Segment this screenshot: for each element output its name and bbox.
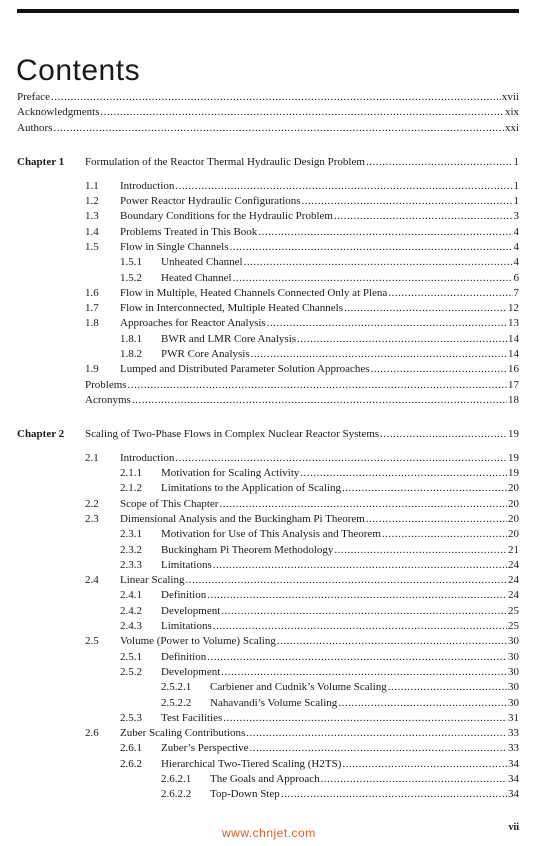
page-number: 30 [508, 681, 519, 694]
entry-label: Lumped and Distributed Parameter Solution Approaches [120, 363, 370, 376]
section-number: 2.4.3 [120, 620, 142, 632]
page-number: 34 [508, 773, 519, 785]
toc-entry[interactable] [85, 210, 519, 223]
dot-leader [221, 666, 507, 679]
section-number: 2.3.3 [120, 558, 142, 571]
dot-leader [175, 180, 512, 193]
section-number: 2.4.1 [120, 589, 142, 602]
entry-label: The Goals and Approach [210, 773, 320, 785]
section-number: 2.3.1 [120, 528, 142, 541]
entry-label: Motivation for Scaling Activity [161, 467, 300, 479]
dot-leader [185, 574, 507, 587]
entry-label: Buckingham Pi Theorem Methodology [161, 543, 334, 556]
toc-entry[interactable] [120, 467, 519, 480]
entry-label: Power Reactor Hydraulic Configurations [120, 195, 301, 207]
dot-leader [371, 363, 507, 376]
dot-leader [219, 498, 507, 511]
section-number: 1.5.1 [120, 256, 142, 269]
toc-entry[interactable] [85, 451, 519, 465]
entry-label: Dimensional Analysis and the Buckingham Pi Theorem [120, 512, 365, 525]
dot-leader [342, 758, 507, 771]
top-rule [17, 9, 519, 13]
dot-leader [251, 348, 507, 361]
dot-leader [233, 272, 513, 285]
dot-leader [207, 589, 507, 602]
dot-leader [334, 544, 507, 557]
entry-label: Motivation for Use of This Analysis and Theorem [161, 528, 381, 541]
dot-leader [297, 333, 507, 346]
toc-entry[interactable] [85, 394, 519, 407]
dot-leader [175, 452, 507, 465]
toc-entry[interactable] [85, 225, 519, 239]
dot-leader [229, 241, 512, 254]
section-number: 2.6 [85, 727, 99, 740]
section-number: 2.6.2.1 [161, 773, 192, 785]
page-number: 14 [508, 348, 519, 360]
page-number: 20 [508, 497, 519, 510]
section-number: 2.5 [85, 635, 99, 648]
page-number: 20 [508, 528, 519, 541]
page-number: 4 [513, 256, 519, 269]
page-number: xvii [501, 91, 519, 103]
section-number: 2.1.1 [120, 467, 142, 479]
section-number: 1.4 [85, 225, 99, 238]
dot-leader [338, 697, 507, 710]
entry-label: Authors [17, 121, 53, 134]
dot-leader [334, 210, 513, 223]
section-number: 2.4 [85, 574, 99, 587]
section-number: 1.8.1 [120, 332, 142, 345]
entry-label: Zuber’s Perspective [161, 742, 249, 755]
dot-leader [53, 122, 503, 135]
dot-leader [213, 620, 507, 633]
section-number: 1.5 [85, 240, 99, 253]
dot-leader [277, 635, 507, 648]
dot-leader [300, 467, 507, 480]
entry-label: Problems Treated in This Book [120, 225, 258, 238]
section-number: 2.6.2 [120, 757, 142, 770]
toc-entry[interactable] [85, 286, 519, 300]
page-number: 1 [513, 195, 519, 207]
section-number: 1.6 [85, 286, 99, 299]
page-number: 30 [508, 696, 519, 709]
section-number: 2.3.2 [120, 543, 142, 556]
dot-leader [249, 742, 507, 755]
toc-entry[interactable] [120, 589, 519, 602]
page-number: 1 [513, 156, 519, 168]
entry-label: Test Facilities [161, 711, 223, 724]
dot-leader [100, 106, 503, 119]
page-number: 7 [513, 286, 519, 299]
toc-entry[interactable] [120, 650, 519, 664]
dot-leader [344, 302, 507, 315]
toc-entry[interactable] [85, 497, 519, 511]
toc-entry[interactable] [85, 363, 519, 376]
toc-entry[interactable] [161, 773, 519, 786]
page-number: xxi [504, 121, 519, 134]
entry-label: Acknowledgments [17, 106, 100, 119]
entry-label: Scope of This Chapter [120, 497, 219, 510]
dot-leader [366, 156, 513, 169]
entry-label: Carbiener and Cudnik’s Volume Scaling [210, 681, 387, 694]
dot-leader [51, 91, 501, 104]
page-number: 33 [508, 727, 519, 740]
toc-entry[interactable] [85, 727, 519, 740]
entry-label: Scaling of Two-Phase Flows in Complex Nuclear Reactor Systems [85, 428, 380, 440]
page-number: 20 [508, 512, 519, 525]
toc-entry[interactable] [120, 757, 519, 771]
section-number: 1.5.2 [120, 271, 142, 284]
dot-leader [382, 528, 507, 541]
toc-entry[interactable] [120, 348, 519, 361]
section-number: 1.2 [85, 195, 99, 207]
toc-entry[interactable] [120, 742, 519, 755]
page-number: 30 [508, 635, 519, 648]
toc-entry[interactable] [120, 711, 519, 725]
toc-entry[interactable] [161, 696, 519, 710]
toc-entry[interactable] [161, 681, 519, 694]
toc-entry-chapter[interactable] [85, 156, 519, 169]
section-number: 1.8.2 [120, 348, 142, 360]
page-number: 19 [508, 467, 519, 479]
page-folio: vii [508, 822, 519, 833]
toc-entry[interactable] [120, 271, 519, 285]
toc-entry[interactable] [85, 195, 519, 208]
toc-entry[interactable] [85, 635, 519, 648]
dot-leader [132, 394, 507, 407]
entry-label: Limitations [161, 558, 212, 571]
section-number: 1.1 [85, 179, 99, 192]
entry-label: Volume (Power to Volume) Scaling [120, 635, 276, 648]
dot-leader [366, 513, 507, 526]
toc-entry[interactable] [85, 379, 519, 392]
entry-label: Unheated Channel [161, 256, 243, 269]
entry-label: Flow in Single Channels [120, 240, 229, 253]
page-number: 31 [508, 711, 519, 724]
dot-leader [388, 681, 507, 694]
dot-leader [267, 317, 507, 330]
section-number: 1.3 [85, 210, 99, 223]
toc-entry[interactable] [120, 604, 519, 618]
entry-label: Flow in Multiple, Heated Channels Connected Only at Plena [120, 286, 388, 299]
entry-label: Zuber Scaling Contributions [120, 727, 246, 740]
page-number: 19 [508, 428, 519, 440]
dot-leader [244, 256, 513, 269]
dot-leader [281, 788, 507, 801]
toc-entry[interactable] [120, 665, 519, 679]
entry-label: BWR and LMR Core Analysis [161, 332, 297, 345]
chapter-label: Chapter 1 [17, 156, 65, 168]
section-number: 1.8 [85, 317, 99, 330]
dot-leader [321, 773, 507, 786]
page-number: 1 [513, 179, 519, 192]
toc-entry[interactable] [120, 558, 519, 572]
watermark: www.chnjet.com [222, 826, 316, 840]
page-number: 25 [508, 620, 519, 632]
page-number: 24 [508, 574, 519, 587]
entry-label: Formulation of the Reactor Thermal Hydraulic Design Problem [85, 156, 365, 168]
page-number: 3 [513, 210, 519, 223]
entry-label: Flow in Interconnected, Multiple Heated Channels [120, 302, 343, 315]
page-number: 20 [508, 482, 519, 495]
entry-label: Definition [161, 589, 207, 602]
toc-entry[interactable] [161, 788, 519, 801]
section-number: 2.5.2.2 [161, 696, 192, 709]
entry-label: Acronyms [85, 393, 131, 406]
page-number: 33 [508, 742, 519, 755]
dot-leader [388, 287, 512, 300]
page-number: 6 [513, 271, 519, 284]
page-number: 4 [513, 225, 519, 238]
toc-entry-front[interactable] [17, 91, 519, 104]
page-number: 30 [508, 650, 519, 663]
toc-entry-chapter[interactable] [85, 428, 519, 441]
dot-leader [246, 727, 507, 740]
toc-entry[interactable] [120, 332, 519, 346]
entry-label: Limitations [161, 620, 212, 632]
page-number: 4 [513, 240, 519, 253]
dot-leader [207, 651, 507, 664]
toc-entry[interactable] [120, 256, 519, 269]
dot-leader [258, 226, 512, 239]
section-number: 1.9 [85, 363, 99, 376]
section-number: 1.7 [85, 302, 99, 315]
entry-label: Introduction [120, 179, 175, 192]
entry-label: Problems [85, 378, 127, 391]
toc-entry[interactable] [85, 302, 519, 315]
toc-entry[interactable] [85, 179, 519, 193]
toc-entry[interactable] [120, 543, 519, 557]
entry-label: Linear Scaling [120, 574, 185, 587]
entry-label: PWR Core Analysis [161, 348, 250, 360]
page-number: 34 [508, 757, 519, 770]
entry-label: Development [161, 665, 221, 678]
toc-entry[interactable] [85, 574, 519, 587]
section-number: 2.5.1 [120, 650, 142, 663]
page-number: 24 [508, 558, 519, 571]
page-number: xix [504, 106, 519, 119]
dot-leader [221, 605, 507, 618]
toc-entry[interactable] [120, 482, 519, 495]
toc-entry-front[interactable] [17, 122, 519, 135]
page-number: 19 [508, 451, 519, 464]
page-number: 18 [508, 393, 519, 406]
section-number: 2.5.3 [120, 711, 142, 724]
page-number: 25 [508, 604, 519, 617]
page-number: 21 [508, 543, 519, 556]
page-number: 17 [508, 378, 519, 391]
dot-leader [128, 379, 507, 392]
entry-label: Preface [17, 91, 50, 103]
section-number: 2.6.1 [120, 742, 142, 755]
section-number: 2.3 [85, 512, 99, 525]
toc-entry[interactable] [85, 240, 519, 254]
toc-entry[interactable] [85, 317, 519, 330]
entry-label: Approaches for Reactor Analysis [120, 317, 266, 330]
dot-leader [380, 428, 507, 441]
section-number: 2.4.2 [120, 604, 142, 617]
toc-entry-front[interactable] [17, 106, 519, 119]
entry-label: Development [161, 604, 221, 617]
toc-entry[interactable] [85, 512, 519, 526]
page-number: 24 [508, 589, 519, 602]
page-number: 12 [508, 302, 519, 315]
section-number: 2.6.2.2 [161, 788, 192, 801]
page-number: 30 [508, 665, 519, 678]
toc-entry[interactable] [120, 620, 519, 633]
dot-leader [302, 195, 513, 208]
entry-label: Boundary Conditions for the Hydraulic Problem [120, 210, 333, 223]
entry-label: Heated Channel [161, 271, 232, 284]
entry-label: Introduction [120, 451, 175, 464]
page-number: 16 [508, 363, 519, 376]
entry-label: Limitations to the Application of Scaling [161, 482, 341, 495]
page-number: 13 [508, 317, 519, 330]
section-number: 2.2 [85, 497, 99, 510]
chapter-label: Chapter 2 [17, 428, 65, 440]
entry-label: Nahavandi’s Volume Scaling [210, 696, 338, 709]
dot-leader [342, 482, 507, 495]
dot-leader [213, 559, 507, 572]
toc-entry[interactable] [120, 528, 519, 541]
page-number: 34 [508, 788, 519, 801]
page-title: Contents [16, 54, 141, 88]
page-number: 14 [508, 332, 519, 345]
section-number: 2.1 [85, 451, 99, 464]
entry-label: Definition [161, 650, 207, 663]
section-number: 2.5.2.1 [161, 681, 192, 694]
dot-leader [223, 712, 507, 725]
section-number: 2.1.2 [120, 482, 142, 495]
entry-label: Hierarchical Two-Tiered Scaling (H2TS) [161, 757, 342, 770]
entry-label: Top-Down Step [210, 788, 280, 801]
section-number: 2.5.2 [120, 665, 142, 678]
